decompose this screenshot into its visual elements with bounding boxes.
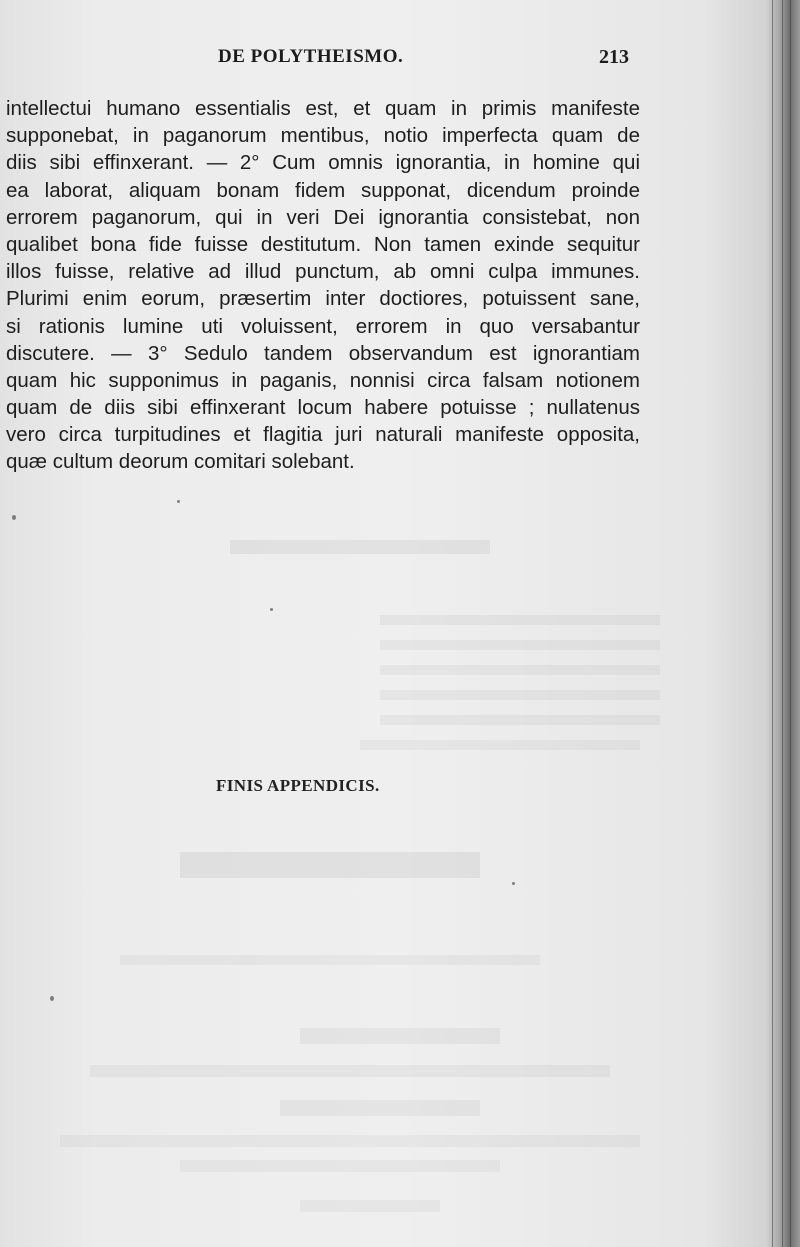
text-line: Plurimi enim eorum, præsertim inter doctiores, potuissent sane, <box>6 287 640 311</box>
running-head-title: DE POLYTHEISMO. <box>218 46 404 67</box>
text-line: discutere. — 3° Sedulo tandem observandum est ignorantiam <box>6 341 640 365</box>
show-through-text <box>380 615 660 625</box>
text-line: quam de diis sibi effinxerant locum habere potuisse ; nullatenus <box>6 396 640 420</box>
text-line: qualibet bona fide fuisse destitutum. Non tamen exinde sequitur <box>6 232 640 256</box>
text-line: supponebat, in paganorum mentibus, notio imperfecta quam de <box>6 124 640 148</box>
ink-speck <box>12 515 16 520</box>
show-through-text <box>120 955 540 965</box>
show-through-text <box>300 1200 440 1212</box>
show-through-text <box>230 540 490 554</box>
text-line: ea laborat, aliquam bonam fidem supponat, dicendum proinde <box>6 178 640 202</box>
show-through-text <box>300 1028 500 1044</box>
body-paragraph <box>6 95 640 476</box>
page-edge-line <box>790 0 791 1247</box>
text-line: si rationis lumine uti voluissent, errorem in quo versabantur <box>6 314 640 338</box>
text-line: illos fuisse, relative ad illud punctum, ab omni culpa immunes. <box>6 260 640 284</box>
ink-speck <box>512 882 515 885</box>
text-line: errorem paganorum, qui in veri Dei ignorantia consistebat, non <box>6 205 640 229</box>
ink-speck <box>50 996 54 1001</box>
show-through-text <box>180 1160 500 1172</box>
page-number: 213 <box>599 46 629 68</box>
running-head <box>0 44 800 74</box>
text-line: vero circa turpitudines et flagitia juri naturali manifeste opposita, <box>6 423 640 447</box>
ink-speck <box>177 500 180 503</box>
text-line: quæ cultum deorum comitari solebant. <box>6 450 355 474</box>
show-through-text <box>90 1065 610 1077</box>
show-through-text <box>360 740 640 750</box>
text-line: diis sibi effinxerant. — 2° Cum omnis ignorantia, in homine qui <box>6 151 640 175</box>
text-line: quam hic supponimus in paganis, nonnisi circa falsam notionem <box>6 368 640 392</box>
show-through-text <box>380 665 660 675</box>
show-through-text <box>380 640 660 650</box>
page-edge-line <box>772 0 773 1247</box>
show-through-text <box>380 715 660 725</box>
ink-speck <box>270 608 273 611</box>
page-edge-line <box>782 0 783 1247</box>
text-line: intellectui humano essentialis est, et quam in primis manifeste <box>6 97 640 120</box>
show-through-text <box>60 1135 640 1147</box>
finis-appendicis-heading: FINIS APPENDICIS. <box>216 776 380 795</box>
show-through-text <box>280 1100 480 1116</box>
show-through-text <box>180 852 480 878</box>
show-through-text <box>380 690 660 700</box>
